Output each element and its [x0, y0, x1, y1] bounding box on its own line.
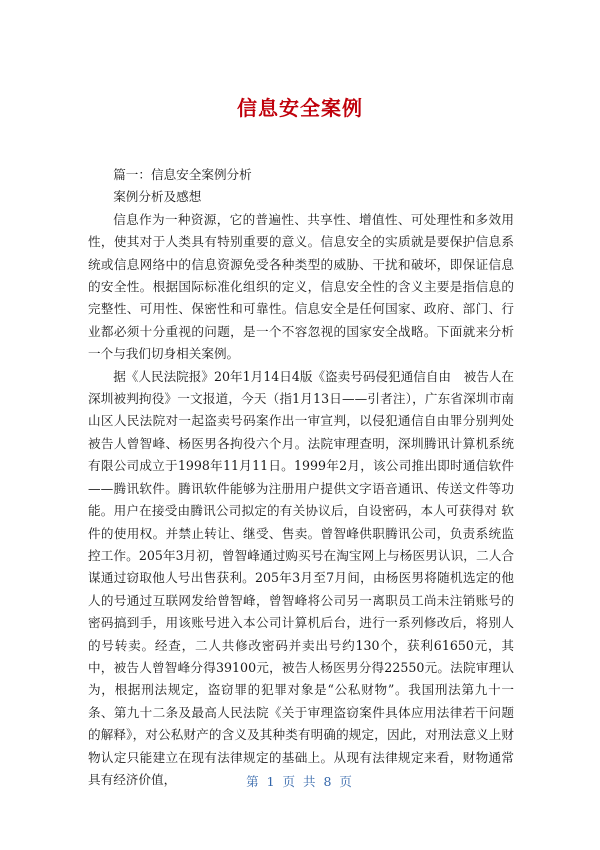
page-number-footer: 第 1 页 共 8 页 — [246, 774, 354, 789]
sub-heading: 案例分析及感想 — [113, 189, 202, 205]
paragraph-case: 据《人民法院报》20年1月14日4版《盗卖号码侵犯通信自由 被告人在深圳被判拘役》一文报道，今天（指1月13日——引者注），广东省深圳市南山区人民法院对一起盗卖号码案作出一审宣判，以侵犯通信自由罪分别判处被告人曾智峰、杨医男各拘役六个月。法院审理查明，深圳腾讯计算机系统有限公司成立于1998年11月11日。1999年2月，该公司推出即时通信软件——腾讯软件。腾讯软件能够为注册用户提供文字语音通讯、传送文件等功能。用户在接受由腾讯公司拟定的有关协议后，自设密码，本人可获得对 软件的使用权。并禁止转让、继受、售卖。曾智峰供职腾讯公司，负责系统监控工作。205年3月初，曾智峰通过购买号在淘宝网上与杨医男认识，二人合谋通过窃取他人号出售获利。205年3月至7月间，由杨医男将随机选定的他人的号通过互联网发给曾智峰，曾智峰将公司另一离职员工尚未注销账号的密码搞到手，用该账号进入本公司计算机后台，进行一系列修改后，将别人的号转卖。经查，二人共修改密码并卖出号约130个，获利61650元，其中，被告人曾智峰分得39100元，被告人杨医男分得22550元。法院审理认为，根据刑法规定，盗窃罪的犯罪对象是“公私财物”。我国刑法第九十一条、第九十二条及最高人民法院《关于审理盗窃案件具体应用法律若干问题的解释》，对公私财产的含义及其种类有明确的规定，因此，对刑法意义上财物认定只能建立在现有法律规定的基础上。从现有法律规定来看，财物通常具有经济价值， — [88, 368, 514, 787]
section-heading: 篇一：信息安全案例分析 — [113, 167, 252, 182]
document-title: 信息安全案例 — [237, 96, 363, 120]
document-body — [88, 164, 514, 791]
paragraph-intro: 信息作为一种资源，它的普遍性、共享性、增值性、可处理性和多效用性，使其对于人类具有特别重要的意义。信息安全的实质就是要保护信息系统或信息网络中的信息资源免受各种类型的威胁、干扰和破坏，即保证信息的安全性。根据国际标准化组织的定义，信息安全性的含义主要是指信息的完整性、可用性、保密性和可靠性。信息安全是任何国家、政府、部门、行业都必须十分重视的问题，是一个不容忽视的国家安全战略。下面就来分析一个与我们切身相关案例。 — [88, 211, 514, 362]
